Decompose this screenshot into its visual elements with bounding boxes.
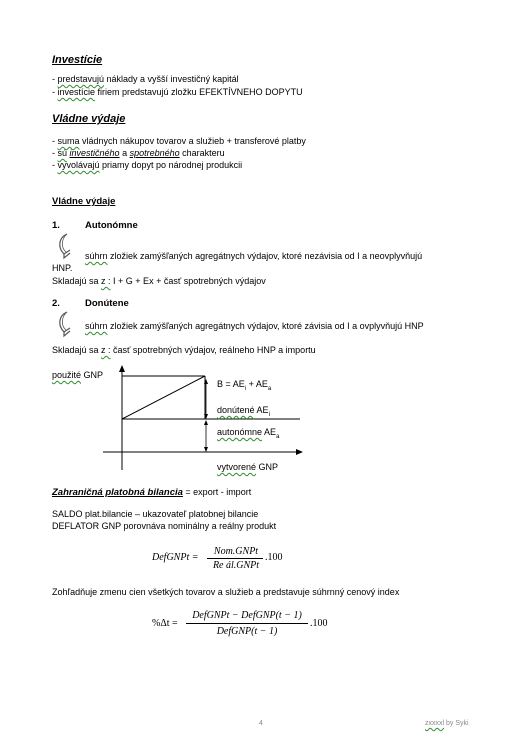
- vladne-line-1: - suma vládnych nákupov tovarov a služieb + transferové platby: [52, 136, 306, 146]
- graph-y-label-rest: GNP: [81, 370, 104, 380]
- donutene-desc-rest: zložiek zamýšľaných agregátnych výdajov, ktoré závisia od I a ovplyvňujú HNP: [107, 321, 424, 331]
- footer-credit: [425, 718, 469, 729]
- graph-donutene-label: [217, 405, 270, 421]
- investicie-line-1-rest: náklady a vyšší investičný kapitál: [104, 74, 239, 84]
- zahranicna-heading: Zahraničná platobná bilancia: [52, 487, 183, 498]
- curved-arrow-icon: [56, 232, 76, 262]
- page-number: 4: [259, 720, 263, 727]
- formula2-numerator: DefGNPt − DefGNP(t − 1): [192, 610, 302, 621]
- formula2-mult: .100: [310, 618, 328, 629]
- x-label-word: vytvorené: [217, 462, 257, 472]
- graph-x-axis-arrow: [296, 449, 303, 455]
- formula1-lhs: DefGNPt =: [152, 552, 199, 563]
- graph-ae-line: [122, 376, 205, 419]
- b-label-sub2: a: [267, 385, 272, 392]
- vladne-line-2-rest: charakteru: [179, 148, 225, 158]
- footer-credit-word: zxxxxl: [425, 720, 445, 727]
- bracket-arrow-up-2: [204, 420, 208, 425]
- investicie-line-2-word: investície: [57, 87, 96, 97]
- vladne-line-2-investicneho: investičného: [69, 148, 120, 158]
- investicie-line-2: - investície firiem predstavujú zložku EFEKTÍVNEHO DOPYTU: [52, 87, 303, 97]
- formula1-denominator: Re ál.GNPt: [212, 560, 260, 571]
- vladne-line-2-a: a: [119, 148, 130, 158]
- vladne-line-3: - vyvolávajú priamy dopyt po národnej produkcii: [52, 160, 243, 170]
- vladne-line-2-word: sú: [57, 148, 68, 158]
- autonomne-desc-wrap: HNP.: [52, 263, 73, 273]
- zahranicna-rest: = export - import: [182, 487, 252, 497]
- formula2-denominator: DefGNP(t − 1): [216, 626, 278, 637]
- vladne-line-2: - sú investičného a spotrebného charakteru: [52, 148, 225, 158]
- deflator-line: DEFLATOR GNP porovnáva nominálny a reálny produkt: [52, 521, 277, 531]
- auto-word: autonómne: [217, 427, 263, 437]
- donut-word: donútené: [217, 405, 255, 415]
- formula1-mult: .100: [265, 552, 283, 563]
- vladne-line-3-rest: priamy dopyt po národnej produkcii: [99, 160, 243, 170]
- b-label-text: B = AE: [217, 379, 245, 389]
- x-label-rest: GNP: [256, 462, 279, 472]
- vladne-line-2-spotrebneho: spotrebného: [129, 148, 180, 158]
- autonomne-desc-word: súhrn: [85, 251, 108, 261]
- autonomne-sklad-z: z :: [101, 276, 111, 286]
- b-label-sub1: i: [244, 385, 247, 392]
- autonomne-sklad: [52, 276, 266, 287]
- section2-heading: Vládne výdaje: [52, 196, 116, 207]
- zahranicna-line: [52, 487, 251, 498]
- donut-sub: i: [268, 411, 270, 418]
- curved-arrow-icon-2: [56, 310, 76, 340]
- vladne-line-1-word: suma: [57, 136, 80, 146]
- donutene-sklad-z: z :: [101, 345, 111, 355]
- vladne-line-1-rest: vládnych nákupov tovarov a služieb + transferové platby: [79, 136, 306, 146]
- formula1-numerator: Nom.GNPt: [213, 546, 259, 557]
- investicie-heading: Investície: [52, 54, 103, 66]
- formula2-lhs-text: %Δt: [152, 618, 170, 629]
- graph-x-label: [217, 462, 278, 473]
- ae-graph: [95, 362, 305, 477]
- donutene-sklad-rest: časť spotrebných výdajov, reálneho HNP a importu: [110, 345, 316, 355]
- formula1-fraction-bar: [207, 558, 263, 559]
- auto-ae: AE: [262, 427, 277, 437]
- graph-autonomne-label: [217, 427, 279, 443]
- donutene-desc: [85, 321, 424, 332]
- autonomne-desc-rest: zložiek zamýšľaných agregátnych výdajov, ktoré nezávisia od I a neovplyvňujú: [107, 251, 423, 261]
- saldo-line: SALDO plat.bilancie – ukazovateľ platobnej bilancie: [52, 509, 259, 519]
- donutene-desc-word: súhrn: [85, 321, 108, 331]
- graph-y-label-word: použité: [52, 370, 82, 380]
- autonomne-sklad-rest: I + G + Ex + časť spotrebných výdajov: [110, 276, 266, 286]
- donutene-title: Donútene: [85, 298, 129, 309]
- auto-sub: a: [276, 433, 280, 440]
- investicie-line-1-word: predstavujú: [57, 74, 105, 84]
- donutene-sklad-pre: Skladajú sa: [52, 345, 102, 355]
- donutene-sklad: [52, 345, 316, 356]
- b-label-plus: + AE: [246, 379, 268, 389]
- autonomne-num: 1.: [52, 220, 60, 231]
- zohladnuje-line: Zohľadňuje zmenu cien všetkých tovarov a služieb a predstavuje súhrnný cenový index: [52, 587, 400, 597]
- footer-credit-rest: by Syki: [444, 720, 469, 727]
- vladne-line-3-word: vyvolávajú: [57, 160, 100, 170]
- formula1-lhs-text: DefGNPt: [152, 552, 190, 563]
- investicie-line-2-rest: firiem predstavujú zložku EFEKTÍVNEHO DOPYTU: [95, 87, 303, 97]
- autonomne-sklad-pre: Skladajú sa: [52, 276, 102, 286]
- graph-y-axis-arrow: [119, 365, 125, 372]
- formula2-lhs: %Δt =: [152, 618, 178, 629]
- bracket-arrow-down-2: [204, 447, 208, 452]
- investicie-line-1: - predstavujú náklady a vyšší investičný kapitál: [52, 74, 239, 84]
- formula2-fraction-bar: [186, 623, 308, 624]
- autonomne-title: Autonómne: [85, 220, 138, 231]
- donut-ae: AE: [254, 405, 269, 415]
- donutene-num: 2.: [52, 298, 60, 309]
- autonomne-desc: [85, 251, 422, 262]
- graph-b-label: [217, 379, 271, 395]
- vladne-vydaje-heading: Vládne výdaje: [52, 113, 126, 125]
